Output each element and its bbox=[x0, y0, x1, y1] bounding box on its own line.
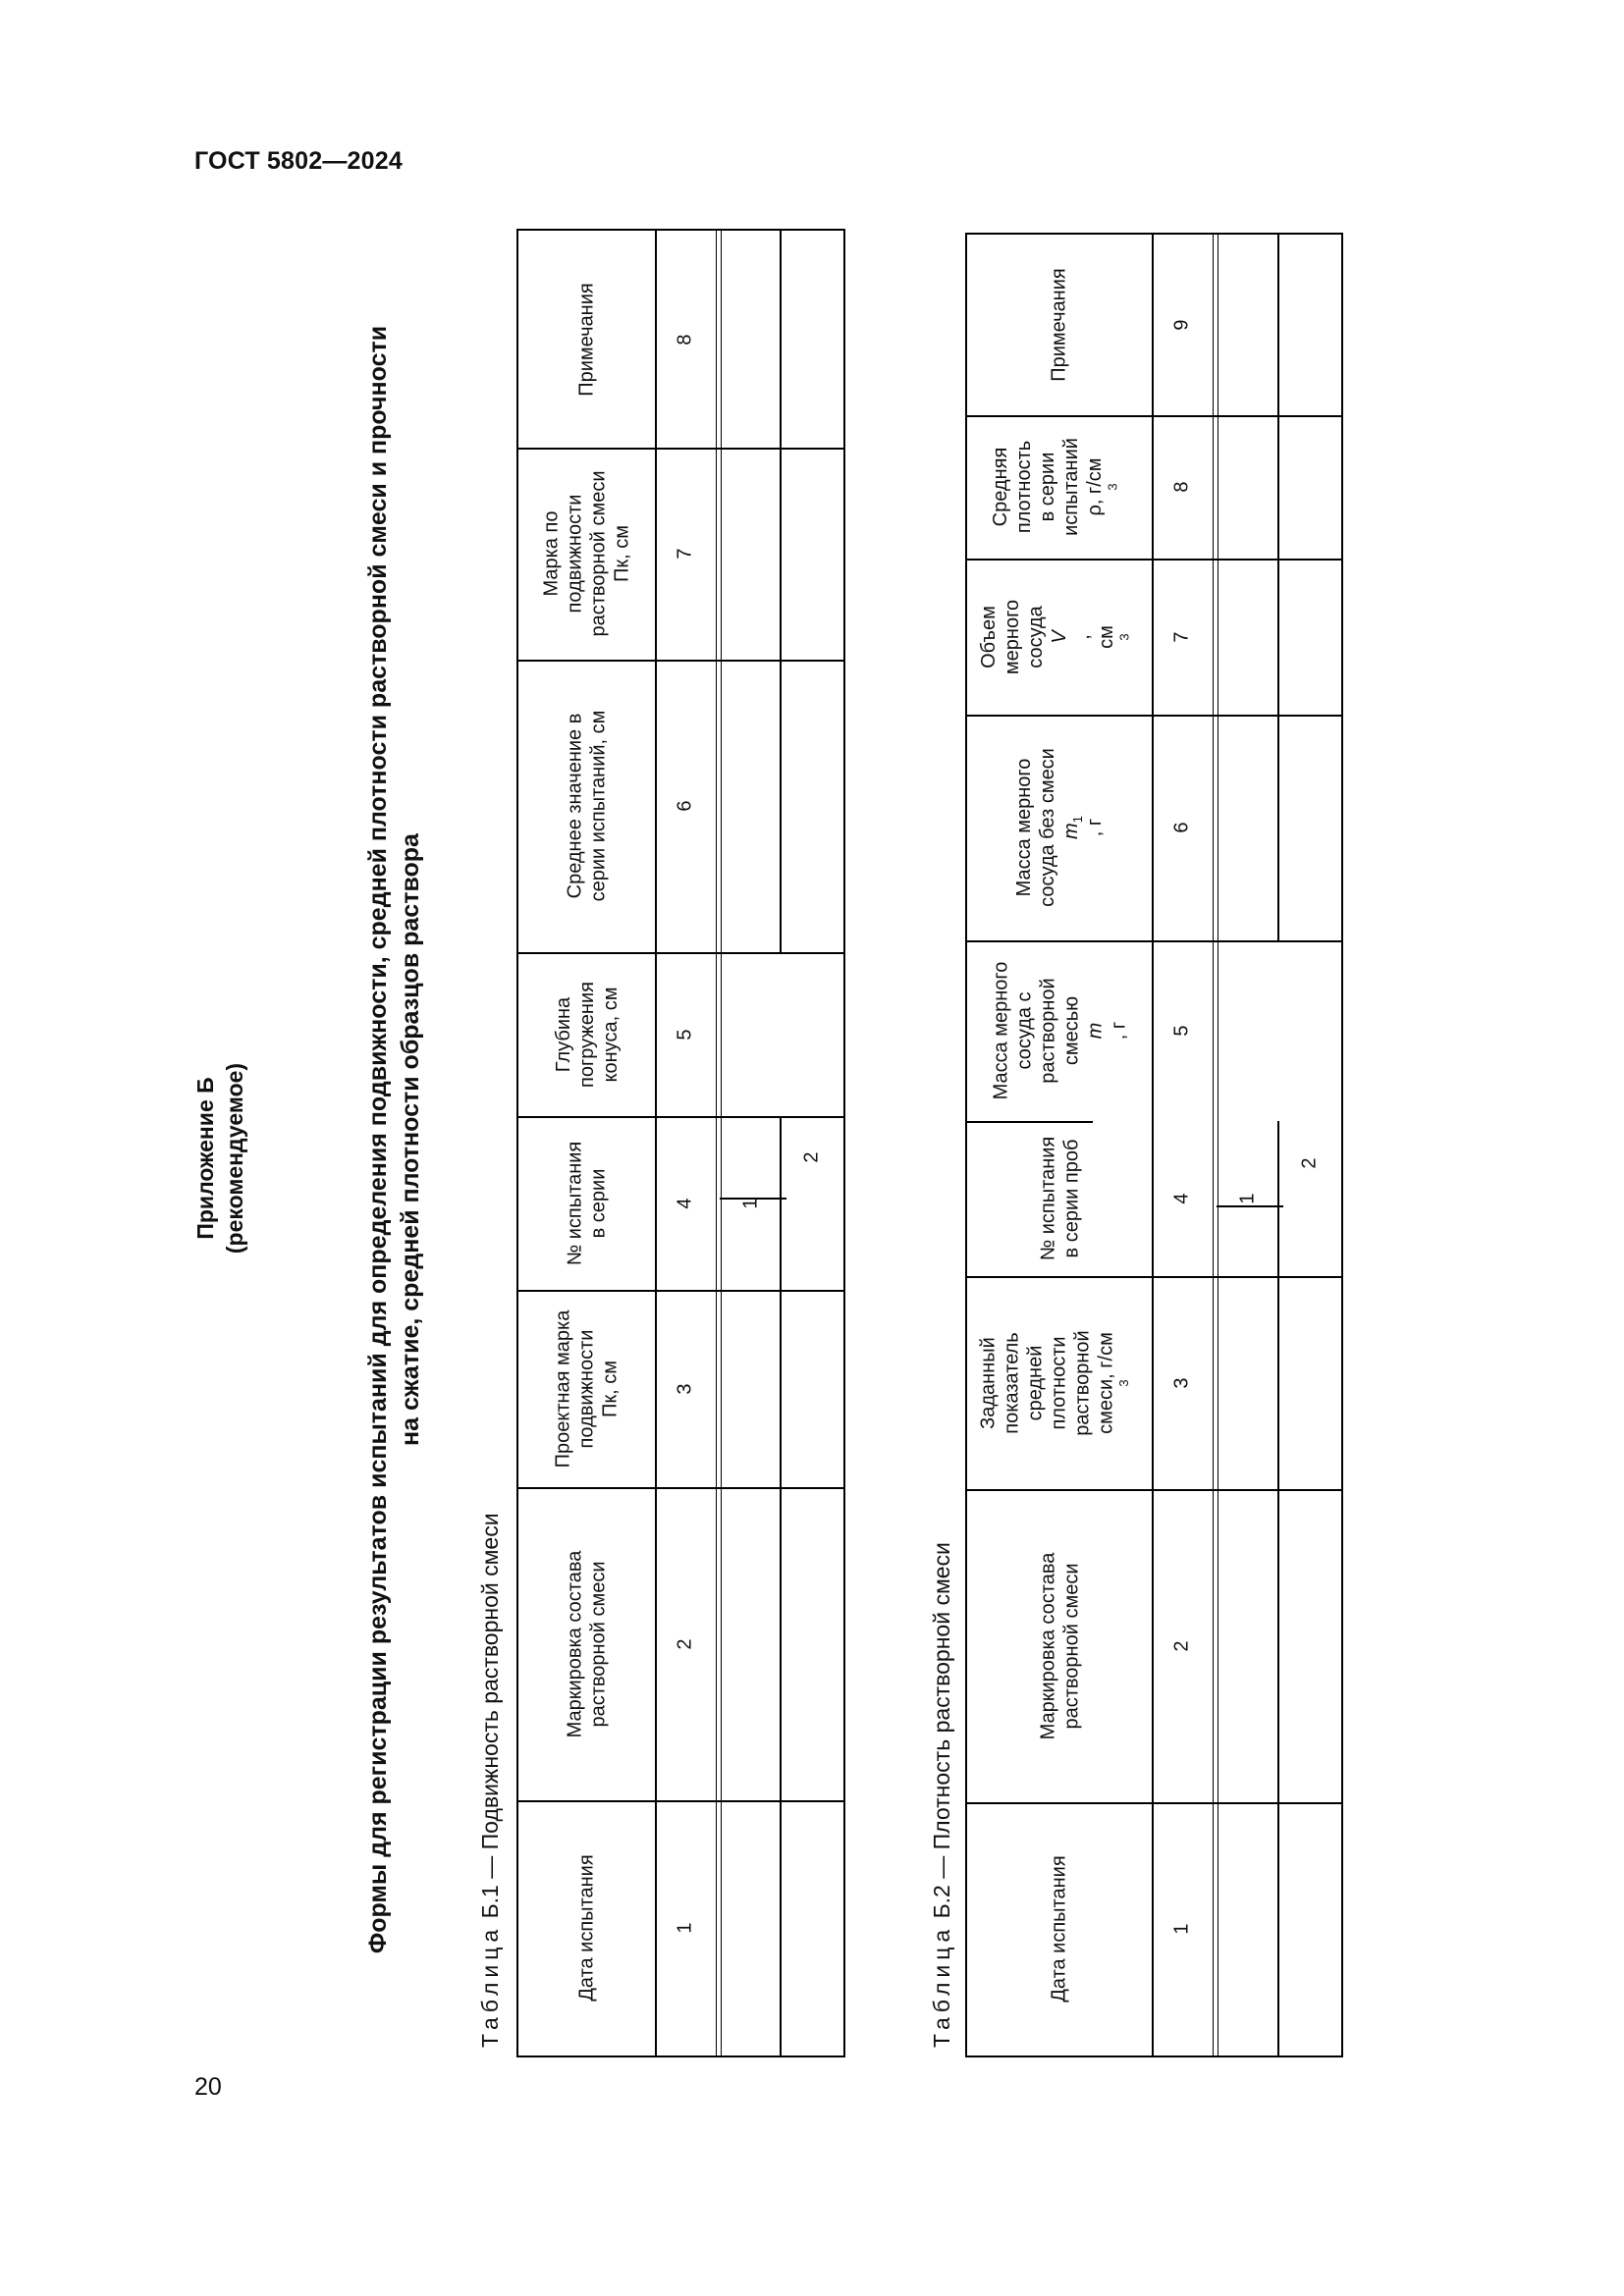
table1-colnum: 1 bbox=[675, 1922, 696, 1934]
table1-header-cone-depth: Глубина погружения конуса, см bbox=[552, 981, 622, 1088]
appendix-heading bbox=[190, 1045, 249, 1271]
table2-row-number: 2 bbox=[1298, 1157, 1321, 1169]
table2-colnum: 3 bbox=[1171, 1376, 1193, 1389]
table1-caption-label: Таблица bbox=[477, 1924, 503, 2048]
table2-colnum: 1 bbox=[1171, 1923, 1193, 1935]
table1-colnum: 3 bbox=[675, 1382, 696, 1395]
table2-header-test-number: № испытания в серии проб bbox=[1037, 1136, 1082, 1261]
forms-title-line1: Формы для регистрации результатов испытаний для определения подвижности, средней плотности растворной смеси и прочности bbox=[364, 325, 392, 1954]
forms-title bbox=[362, 232, 427, 2048]
table2-caption-text: Б.2 — Плотность растворной смеси bbox=[929, 1542, 954, 1925]
table2-caption bbox=[929, 1542, 955, 2048]
table1-colnum: 7 bbox=[675, 548, 696, 560]
table1-header-mean-value: Среднее значение в серии испытаний, см bbox=[564, 710, 610, 902]
table2-colnum: 6 bbox=[1171, 822, 1193, 833]
table1-header-mobility-grade: Марка по подвижности растворной смеси Пк, см bbox=[540, 470, 633, 637]
table1-header-test-number: № испытания в серии bbox=[564, 1141, 610, 1265]
table1-header-notes: Примечания bbox=[575, 282, 598, 397]
table1-colnum: 5 bbox=[675, 1028, 696, 1041]
table1-header-design-grade: Проектная марка подвижности Пк, см bbox=[552, 1309, 622, 1468]
table1-colnum: 6 bbox=[675, 800, 696, 812]
table2-header-notes: Примечания bbox=[1049, 268, 1070, 382]
table1-colnum: 4 bbox=[675, 1197, 696, 1209]
table1-header-date: Дата испытания bbox=[575, 1854, 598, 2002]
table2-colnum: 2 bbox=[1171, 1639, 1193, 1652]
table2-header-marking: Маркировка состава растворной смеси bbox=[1037, 1552, 1083, 1739]
table2-colnum: 7 bbox=[1171, 630, 1193, 643]
table2-colnum: 5 bbox=[1171, 1025, 1193, 1037]
document-header: ГОСТ 5802—2024 bbox=[194, 147, 403, 175]
table1-header-marking: Маркировка состава растворной смеси bbox=[564, 1550, 610, 1737]
table2-header-mean-density: Средняя плотность в серии испытаний ρ, г/см $^3$ bbox=[989, 438, 1120, 536]
table2 bbox=[965, 233, 1343, 2057]
table1-colnum: 2 bbox=[675, 1637, 696, 1650]
appendix-status: (рекомендуемое) bbox=[222, 1062, 247, 1255]
table2-header-target-density: Заданный показатель средней плотности растворной смеси, г/см $^3$ bbox=[978, 1329, 1132, 1436]
table2-row-number: 1 bbox=[1237, 1193, 1259, 1204]
forms-title-line2: на сжатие, средней плотности образцов раствора bbox=[397, 833, 424, 1446]
table2-colnum: 9 bbox=[1171, 319, 1193, 331]
table2-header-mass-empty: Масса мерного сосуда без смеси $m_1$ , г bbox=[1013, 748, 1106, 907]
table2-colnum: 8 bbox=[1171, 481, 1193, 493]
table2-caption-label: Таблица bbox=[929, 1924, 954, 2048]
table1 bbox=[516, 229, 845, 2057]
table1-caption-text: Б.1 — Подвижность растворной смеси bbox=[477, 1513, 503, 1925]
appendix-title: Приложение Б bbox=[192, 1077, 218, 1240]
table1-colnum: 8 bbox=[675, 333, 696, 346]
table1-row-number: 2 bbox=[800, 1150, 823, 1163]
table1-caption bbox=[477, 1513, 504, 2048]
page-number: 20 bbox=[194, 2073, 222, 2101]
table2-header-date: Дата испытания bbox=[1048, 1855, 1070, 2002]
table2-header-mass-with-mix: Масса мерного сосуда с растворной смесью m , г bbox=[990, 961, 1129, 1100]
table1-row-number: 1 bbox=[739, 1197, 762, 1209]
table2-header-volume: Объем мерного сосуда V , см $^3$ bbox=[978, 599, 1132, 674]
table2-colnum: 4 bbox=[1171, 1193, 1193, 1204]
